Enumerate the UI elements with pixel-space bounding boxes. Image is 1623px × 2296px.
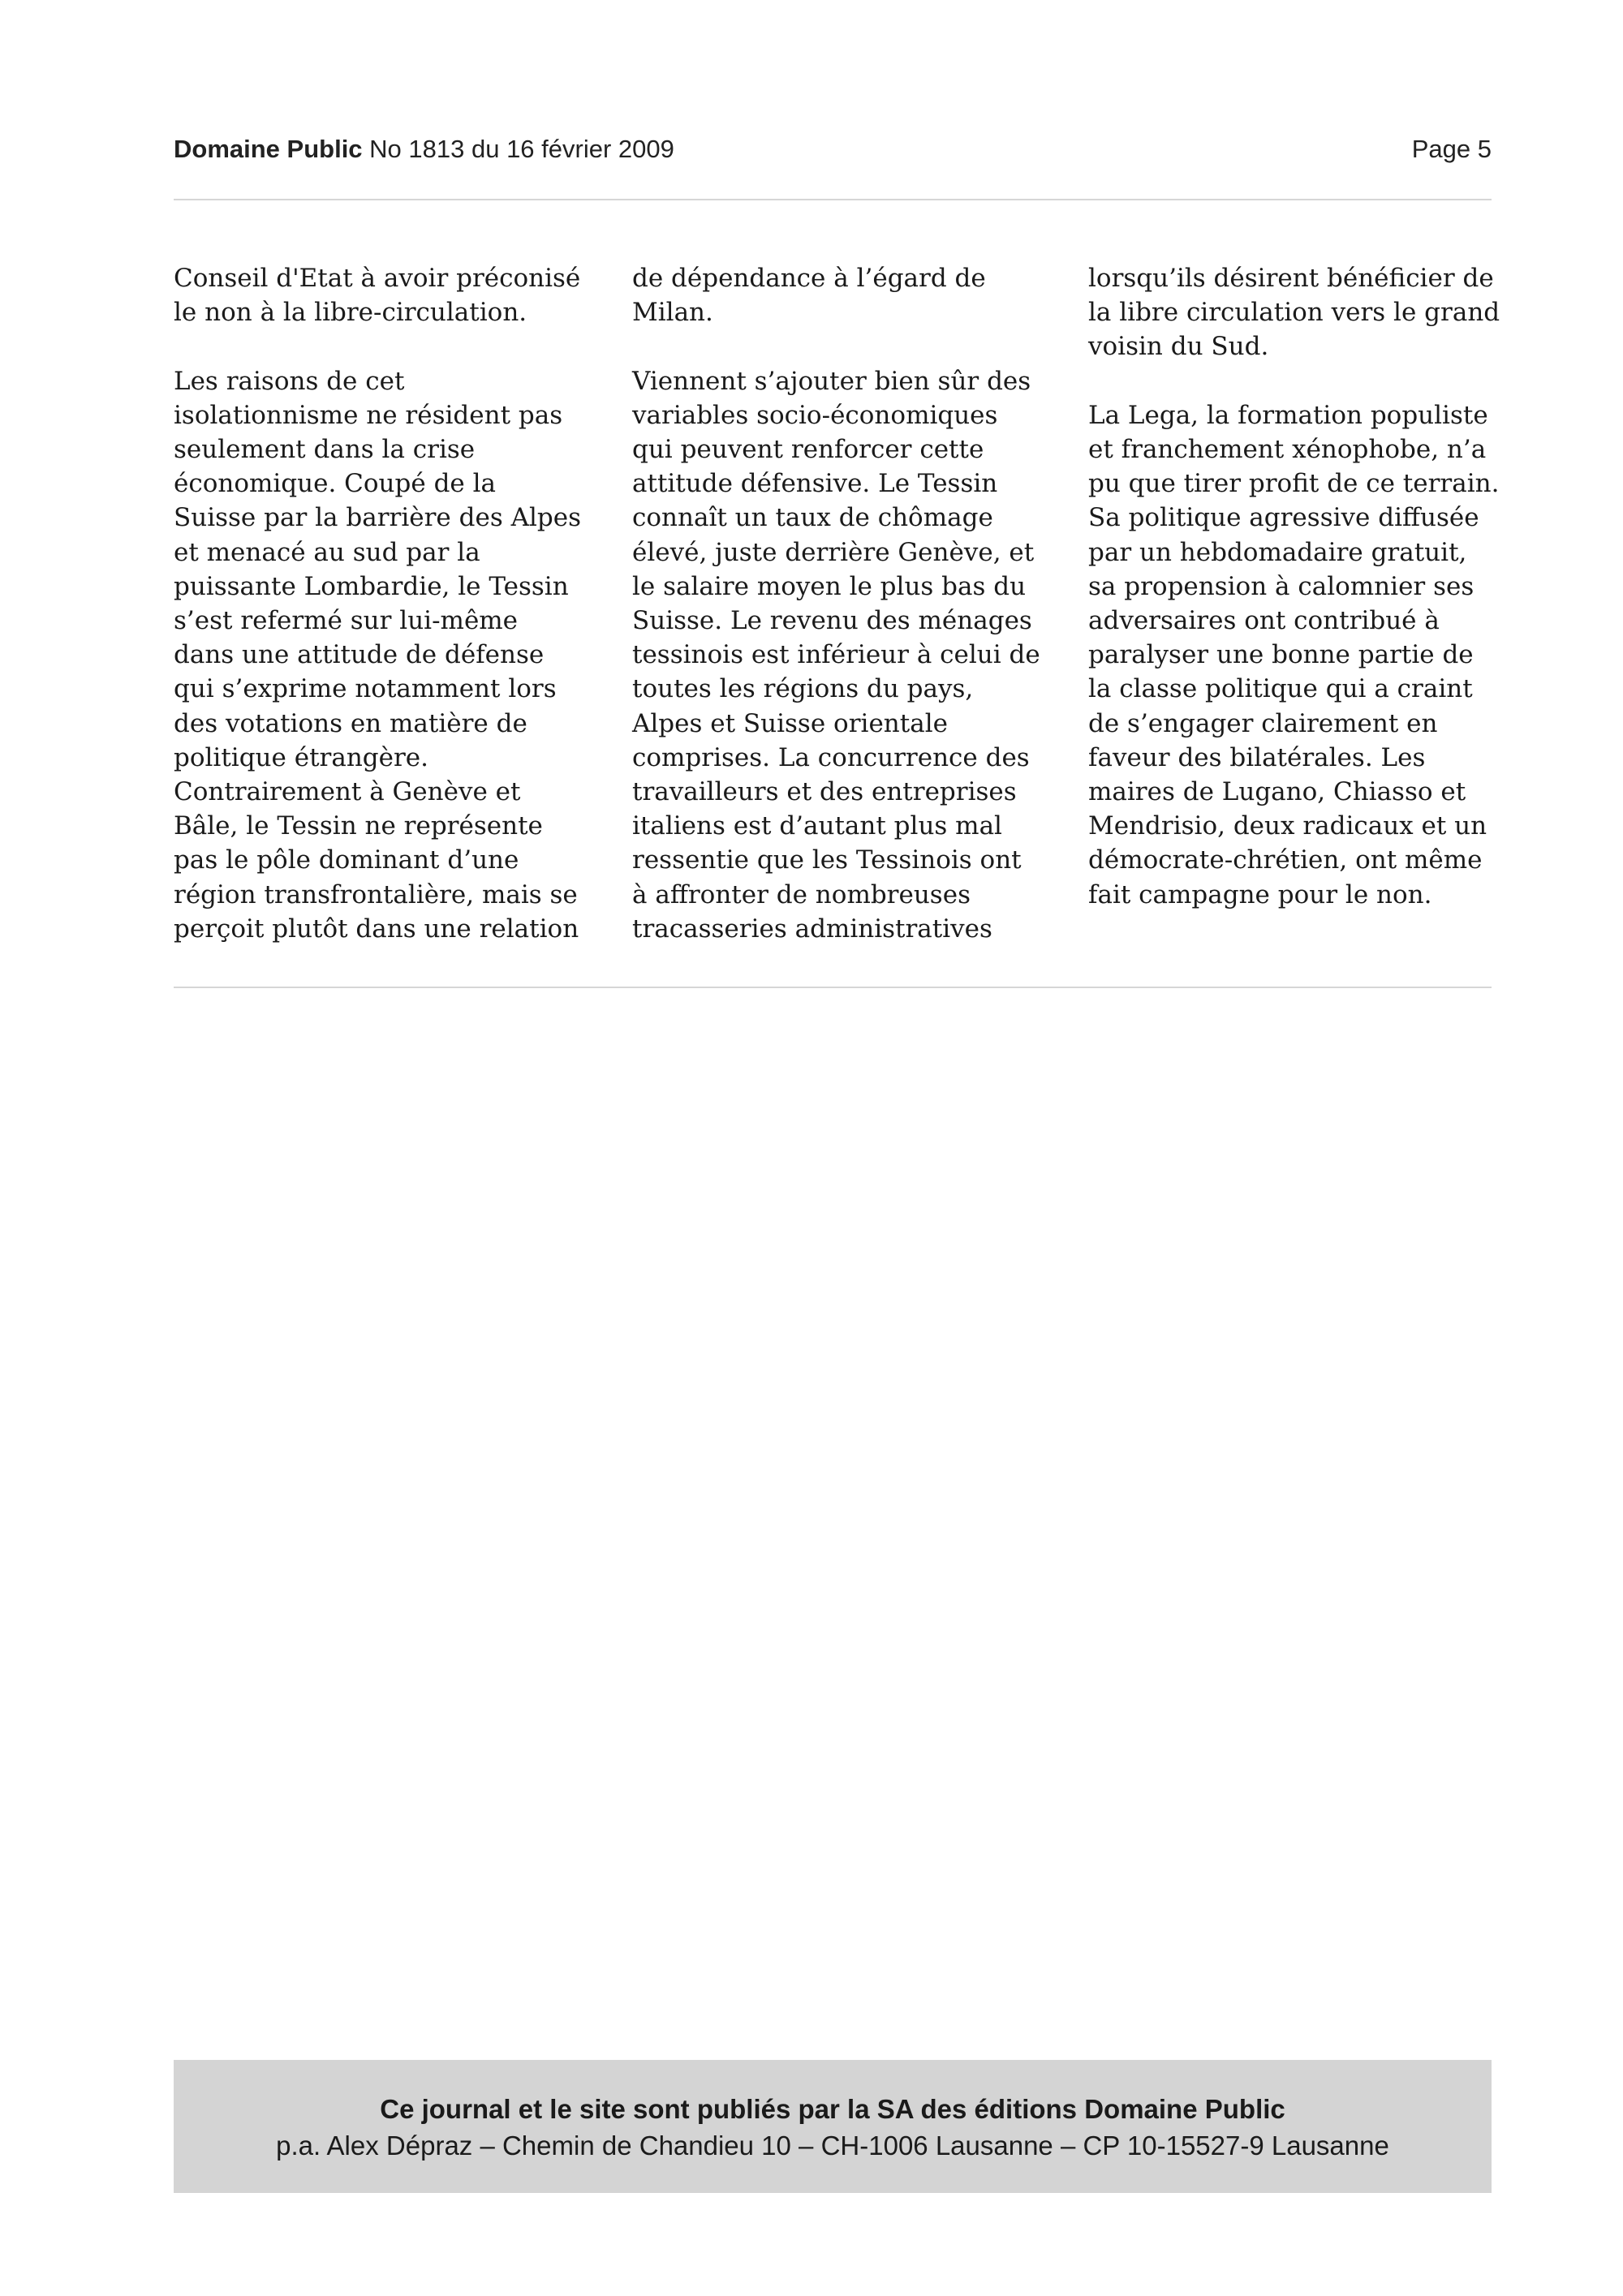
article-column-1 [174,261,596,946]
text-line: Sa politique agressive diffusée [1088,503,1479,533]
text-line: perçoit plutôt dans une relation [174,914,579,944]
text-line: de s’engager clairement en [1088,708,1438,738]
text-line: par un hebdomadaire gratuit, [1088,537,1467,567]
text-line: de dépendance à l’égard de [632,264,986,293]
text-line: Viennent s’ajouter bien sûr des [632,366,1031,396]
text-line: qui peuvent renforcer cette [632,435,984,464]
article-paragraph [1088,398,1510,912]
text-line: fait campagne pour le non. [1088,879,1432,909]
text-line: des votations en matière de [174,708,527,738]
footer-publisher-line: Ce journal et le site sont publiés par la SA des éditions Domaine Public [380,2094,1285,2124]
text-line: travailleurs et des entreprises [632,777,1017,807]
text-line: connaît un taux de chômage [632,503,993,533]
header-masthead [174,135,674,164]
text-line: Les raisons de cet [174,366,405,396]
article-paragraph [174,261,596,329]
text-line: région transfrontalière, mais se [174,879,578,909]
text-line: Suisse. Le revenu des ménages [632,606,1032,636]
text-line: démocrate-chrétien, ont même [1088,845,1483,875]
text-line: la libre circulation vers le grand [1088,298,1500,328]
publication-name: Domaine Public [174,135,363,163]
text-line: italiens est d’autant plus mal [632,811,1002,841]
text-line: pu que tirer profit de ce terrain. [1088,469,1500,499]
text-line: adversaires ont contribué à [1088,606,1440,636]
text-line: qui s’exprime notamment lors [174,674,557,704]
text-line: politique étrangère. [174,742,428,772]
article-paragraph [1088,261,1510,364]
text-line: Milan. [632,298,713,328]
header-divider [174,199,1492,200]
text-line: ressentie que les Tessinois ont [632,845,1022,875]
issue-info: No 1813 du 16 février 2009 [362,135,674,163]
text-line: et franchement xénophobe, n’a [1088,435,1487,464]
text-line: le salaire moyen le plus bas du [632,571,1027,601]
text-line: La Lega, la formation populiste [1088,400,1488,430]
text-line: tracasseries administratives [632,914,992,944]
text-line: Mendrisio, deux radicaux et un [1088,811,1487,841]
text-line: s’est refermé sur lui-même [174,606,519,636]
text-line: Conseil d'Etat à avoir préconisé [174,264,581,293]
text-line: seulement dans la crise [174,435,476,464]
text-line: faveur des bilatérales. Les [1088,742,1426,772]
text-line: Contrairement à Genève et [174,777,521,807]
text-line: maires de Lugano, Chiasso et [1088,777,1466,807]
text-line: Alpes et Suisse orientale [632,708,948,738]
text-line: toutes les régions du pays, [632,674,974,704]
text-line: tessinois est inférieur à celui de [632,640,1040,670]
article-paragraph [632,261,1054,329]
text-line: voisin du Sud. [1088,332,1269,362]
text-line: isolationnisme ne résident pas [174,400,563,430]
article-paragraph [632,364,1054,946]
text-line: variables socio-économiques [632,400,998,430]
article-end-divider [174,987,1492,988]
text-line: lorsqu’ils désirent bénéficier de [1088,264,1494,293]
article-paragraph [174,364,596,946]
text-line: Suisse par la barrière des Alpes [174,503,581,533]
text-line: puissante Lombardie, le Tessin [174,571,569,601]
text-line: la classe politique qui a craint [1088,674,1473,704]
text-line: élevé, juste derrière Genève, et [632,537,1035,567]
text-line: paralyser une bonne partie de [1088,640,1474,670]
page-number: Page 5 [1411,135,1492,163]
article-column-2 [632,261,1054,946]
footer-address-line: p.a. Alex Dépraz – Chemin de Chandieu 10 – CH-1006 Lausanne – CP 10-15527-9 Lausanne [276,2130,1389,2161]
text-line: et menacé au sud par la [174,537,480,567]
publisher-footer [174,2060,1492,2193]
text-line: économique. Coupé de la [174,469,497,499]
text-line: pas le pôle dominant d’une [174,845,519,875]
text-line: comprises. La concurrence des [632,742,1030,772]
text-line: dans une attitude de défense [174,640,545,670]
text-line: attitude défensive. Le Tessin [632,469,998,499]
text-line: Bâle, le Tessin ne représente [174,811,543,841]
text-line: sa propension à calomnier ses [1088,571,1474,601]
text-line: le non à la libre-circulation. [174,298,527,328]
article-column-3 [1088,261,1510,912]
text-line: à affronter de nombreuses [632,879,971,909]
page-header [174,135,1492,170]
